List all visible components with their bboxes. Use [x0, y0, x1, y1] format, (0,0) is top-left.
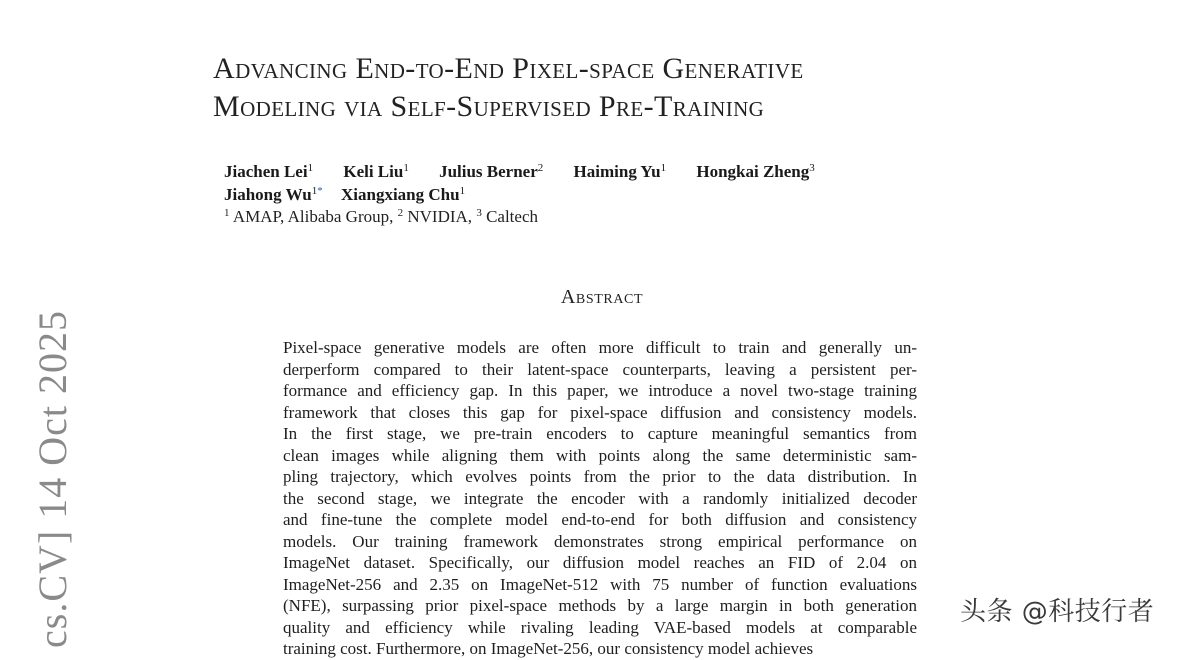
author-name: Keli Liu$^1$	[343, 162, 409, 181]
abstract-line: quality and efficiency while rivaling leading VAE-based models at comparable	[283, 617, 917, 637]
author-name: Xiangxiang Chu$^1$	[340, 185, 466, 204]
arxiv-side-stamp: cs.CV] 14 Oct 2025	[30, 310, 75, 648]
abstract-line: (NFE), surpassing prior pixel-space methods by a large margin in both generation	[283, 596, 917, 615]
abstract-body	[283, 337, 917, 660]
abstract-line: derperform compared to their latent-space counterparts, leaving a persistent per-	[283, 359, 917, 379]
abstract-line: training cost. Furthermore, on ImageNet-256, our consistency model achieves	[283, 639, 814, 658]
paper-title	[213, 50, 1033, 126]
abstract-line: ImageNet dataset. Specifically, our diffusion model reaches an FID of 2.04 on	[283, 553, 917, 572]
abstract-line: models. Our training framework demonstrates strong empirical performance on	[283, 531, 917, 551]
author-name: Julius Berner$^2$	[439, 162, 544, 181]
author-row-2	[224, 183, 984, 206]
abstract-line: the second stage, we integrate the encoder with a randomly initialized decoder	[283, 488, 917, 508]
abstract-line: and fine-tune the complete model end-to-end for both diffusion and consistency	[283, 510, 917, 529]
abstract-line: In the first stage, we pre-train encoders to capture meaningful semantics from	[283, 424, 917, 443]
abstract-line: framework that closes this gap for pixel-space diffusion and consistency models.	[283, 402, 917, 422]
author-list	[224, 160, 984, 206]
author-row-1	[224, 160, 984, 183]
abstract-heading: Abstract	[560, 286, 644, 308]
watermark-text: 头条 @科技行者	[960, 597, 1155, 627]
abstract-line: formance and efficiency gap. In this paper, we introduce a novel two-stage training	[283, 381, 917, 400]
author-name: Haiming Yu$^1$	[573, 162, 667, 181]
title-line-1: Advancing End-to-End Pixel-space Generative	[213, 52, 804, 85]
author-name: Jiahong $Wu^{1*}$	[224, 185, 323, 204]
corresponding-author-mark: *	[317, 185, 323, 197]
author-name: Jiachen Lei$^1$	[224, 162, 314, 181]
abstract-line: ImageNet-256 and 2.35 on ImageNet-512 with 75 number of function evaluations	[283, 574, 917, 594]
abstract-line: Pixel-space generative models are often more difficult to train and generally un-	[283, 338, 917, 357]
abstract-line: clean images while aligning them with points along the same deterministic sam-	[283, 445, 917, 465]
author-name: Hongkai Zheng$^3$	[696, 162, 815, 181]
title-line-2: Modeling via Self-Supervised Pre-Training	[213, 90, 765, 123]
affiliations: $^1$ AMAP, Alibaba Group, $^2$ NVIDIA, $^3$ Caltech	[224, 207, 538, 226]
abstract-line: pling trajectory, which evolves points from the prior to the data distribution. In	[283, 467, 917, 486]
